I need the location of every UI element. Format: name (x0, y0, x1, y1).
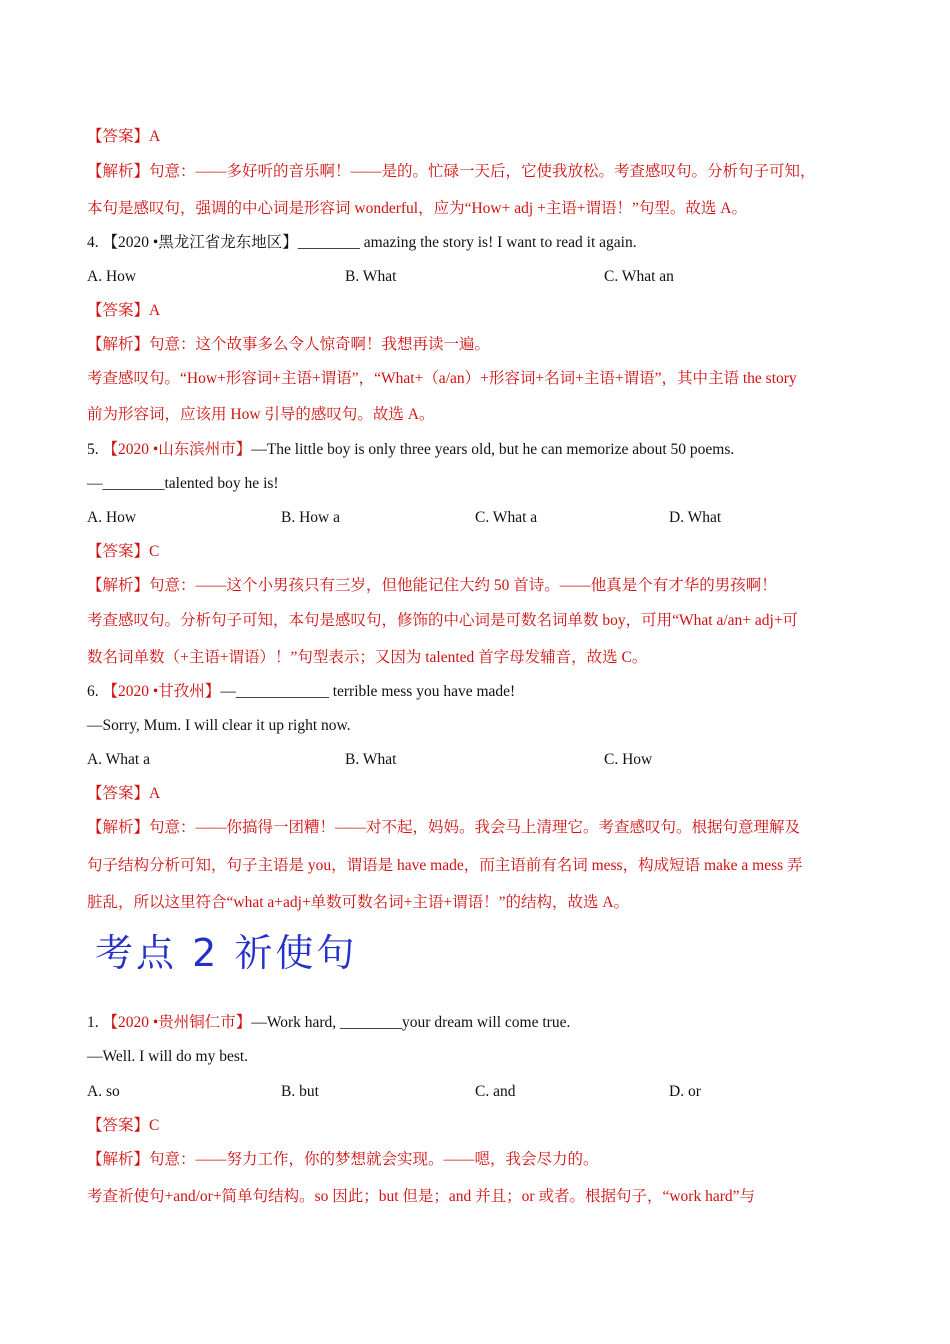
question-source: 【2020 •山东滨州市】 (102, 441, 252, 458)
option-c: C. How (604, 751, 653, 768)
option-c: C. What a (475, 509, 538, 526)
analysis-text: 脏乱，所以这里符合“what a+adj+单数可数名词+主语+谓语！”的结构，故选 A。 (87, 894, 630, 911)
option-a: A. How (87, 509, 137, 526)
question-4 (87, 233, 637, 253)
analysis-text: 【解析】句意：——你搞得一团糟！——对不起，妈妈。我会马上清理它。考查感叹句。根据句意理解及 (87, 819, 801, 836)
option-b: B. How a (281, 509, 340, 526)
analysis-text: 考查祈使句+and/or+简单句结构。so 因此；but 但是；and 并且；or 或者。根据句子，“work hard”与 (87, 1188, 755, 1205)
answer-label: 【答案】A (87, 785, 161, 802)
question-stem-2: —________talented boy he is! (87, 475, 279, 492)
analysis-text: 数名词单数（+主语+谓语）！”句型表示；又因为 talented 首字母发辅音，故选 C。 (87, 649, 648, 666)
question-stem-2: —Well. I will do my best. (87, 1048, 249, 1065)
question-stem: —Work hard, ________your dream will come true. (251, 1014, 571, 1031)
analysis-text: 【解析】句意：——多好听的音乐啊！——是的。忙碌一天后，它使我放松。考查感叹句。分析句子可知， (87, 163, 816, 180)
analysis-text: 前为形容词，应该用 How 引导的感叹句。故选 A。 (87, 406, 435, 423)
analysis-text: 【解析】句意：——努力工作，你的梦想就会实现。——嗯，我会尽力的。 (87, 1151, 599, 1168)
question-number: 6. (87, 683, 103, 700)
option-c: C. and (475, 1083, 516, 1100)
answer-label: 【答案】A (87, 128, 161, 145)
question-6 (87, 682, 515, 702)
question-number: 4. (87, 234, 103, 251)
analysis-text: 考查感叹句。“How+形容词+主语+谓语”，“What+（a/an）+形容词+名词+主语+谓语”，其中主语 the story (87, 370, 797, 387)
analysis-text: 考查感叹句。分析句子可知，本句是感叹句，修饰的中心词是可数名词单数 boy，可用“What a/an+ adj+可 (87, 612, 799, 629)
option-d: D. or (669, 1083, 701, 1100)
question-number: 1. (87, 1014, 103, 1031)
option-b: B. What (345, 268, 397, 285)
answer-label: 【答案】C (87, 543, 160, 560)
question-stem: ________ amazing the story is! I want to read it again. (297, 234, 637, 251)
analysis-text: 句子结构分析可知，句子主语是 you，谓语是 have made，而主语前有名词 mess，构成短语 make a mess 弄 (87, 857, 803, 874)
question-source: 【2020 •贵州铜仁市】 (102, 1014, 252, 1031)
option-a: A. What a (87, 751, 150, 768)
analysis-text: 本句是感叹句，强调的中心词是形容词 wonderful，应为“How+ adj +主语+谓语！”句型。故选 A。 (87, 200, 747, 217)
option-b: B. but (281, 1083, 319, 1100)
option-b: B. What (345, 751, 397, 768)
option-a: A. How (87, 268, 137, 285)
option-d: D. What (669, 509, 722, 526)
analysis-text: 【解析】句意：——这个小男孩只有三岁，但他能记住大约 50 首诗。——他真是个有才华的男孩啊！ (87, 577, 777, 594)
question-source: 【2020 •黑龙江省龙东地区】 (102, 234, 298, 251)
question-stem: —____________ terrible mess you have made! (220, 683, 516, 700)
option-a: A. so (87, 1083, 120, 1100)
answer-label: 【答案】C (87, 1117, 160, 1134)
option-c: C. What an (604, 268, 674, 285)
question-stem-2: —Sorry, Mum. I will clear it up right now. (87, 717, 351, 734)
question-1 (87, 1013, 570, 1033)
question-stem: —The little boy is only three years old, but he can memorize about 50 poems. (251, 441, 735, 458)
analysis-text: 【解析】句意：这个故事多么令人惊奇啊！我想再读一遍。 (87, 336, 491, 353)
section-heading: 考点 2 祈使句 (95, 931, 358, 975)
question-5 (87, 440, 734, 460)
question-source: 【2020 •甘孜州】 (102, 683, 221, 700)
question-number: 5. (87, 441, 103, 458)
answer-label: 【答案】A (87, 302, 161, 319)
